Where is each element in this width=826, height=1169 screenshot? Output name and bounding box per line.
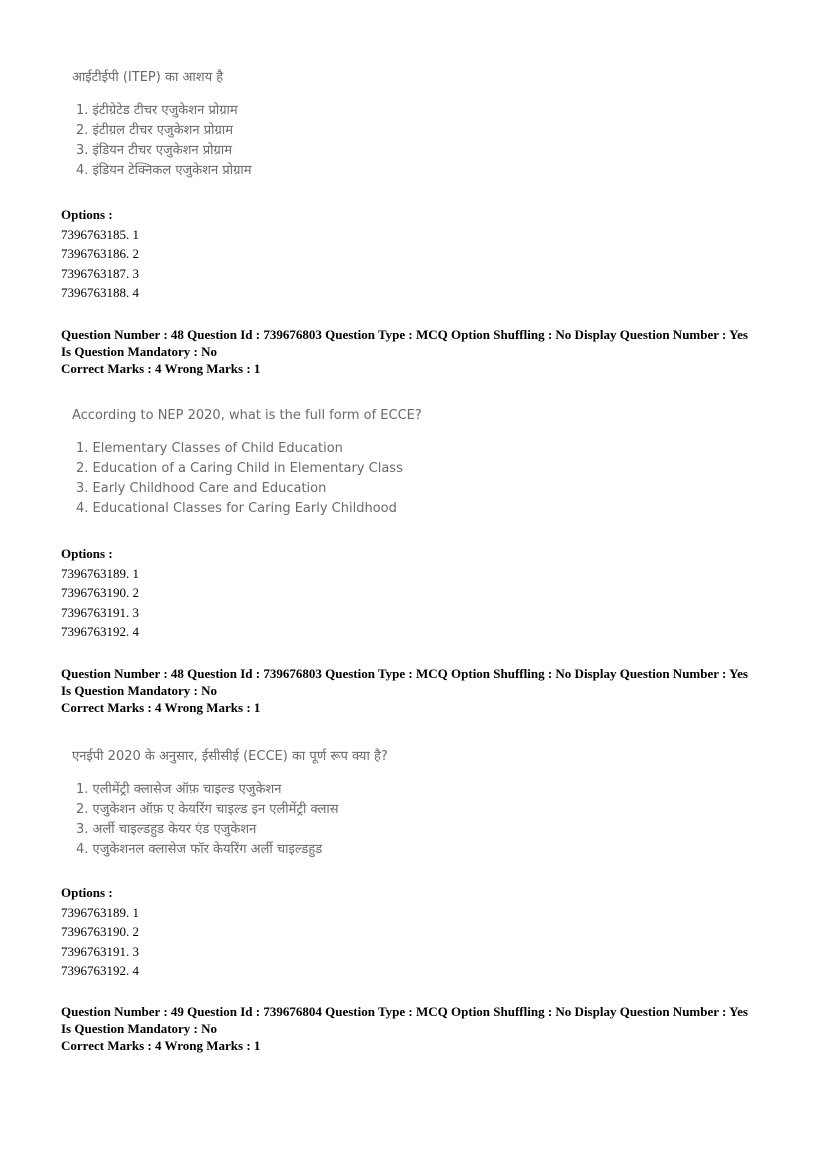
question-choice: 4. एजुकेशनल क्लासेज फॉर केयरिंग अर्ली चाइल्डहुड — [76, 842, 323, 857]
question-image-itep — [72, 67, 252, 183]
question-mandatory-line: Is Question Mandatory : No — [61, 1021, 218, 1036]
question-choice: 1. एलीमेंट्री क्लासेज ऑफ़ चाइल्ड एजुकेशन — [76, 782, 282, 797]
question-marks-line: Correct Marks : 4 Wrong Marks : 1 — [61, 700, 261, 715]
question-meta-line: Question Number : 48 Question Id : 739676803 Question Type : MCQ Option Shuffling : No Display Question Number : Yes — [61, 666, 748, 681]
question-choice: 4. इंडियन टेक्निकल एजुकेशन प्रोग्राम — [76, 163, 252, 178]
question-choice: 3. Early Childhood Care and Education — [76, 481, 327, 496]
option-item: 7396763186. 2 — [61, 246, 139, 261]
options-list — [61, 883, 139, 981]
question-choice: 1. Elementary Classes of Child Education — [76, 441, 343, 456]
question-meta — [61, 1003, 781, 1054]
question-choice: 3. इंडियन टीचर एजुकेशन प्रोग्राम — [76, 143, 232, 158]
question-mandatory-line: Is Question Mandatory : No — [61, 344, 218, 359]
options-list — [61, 544, 139, 642]
options-list — [61, 205, 139, 303]
question-meta-line: Question Number : 49 Question Id : 739676804 Question Type : MCQ Option Shuffling : No Display Question Number : Yes — [61, 1004, 748, 1019]
option-item: 7396763191. 3 — [61, 604, 139, 620]
option-item: 7396763192. 4 — [61, 624, 139, 639]
option-item: 7396763190. 2 — [61, 924, 139, 939]
options-heading: Options : — [61, 885, 113, 900]
question-choice: 3. अर्ली चाइल्डहुड केयर एंड एजुकेशन — [76, 822, 257, 837]
question-marks-line: Correct Marks : 4 Wrong Marks : 1 — [61, 1038, 261, 1053]
option-item: 7396763191. 3 — [61, 943, 139, 959]
option-item: 7396763189. 1 — [61, 565, 139, 581]
question-image-ecce-hindi — [72, 746, 388, 862]
question-meta — [61, 665, 781, 716]
question-choice: 2. एजुकेशन ऑफ़ ए केयरिंग चाइल्ड इन एलीमेंट्री क्लास — [76, 802, 339, 817]
option-item: 7396763192. 4 — [61, 963, 139, 978]
question-image-ecce-english — [72, 408, 422, 521]
question-choice: 4. Educational Classes for Caring Early Childhood — [76, 501, 397, 516]
options-heading: Options : — [61, 546, 113, 561]
question-choice: 2. इंटीग्रल टीचर एजुकेशन प्रोग्राम — [76, 123, 233, 138]
options-heading: Options : — [61, 207, 113, 222]
option-item: 7396763185. 1 — [61, 226, 139, 242]
question-marks-line: Correct Marks : 4 Wrong Marks : 1 — [61, 361, 261, 376]
question-stem: According to NEP 2020, what is the full form of ECCE? — [72, 408, 422, 423]
question-meta-line: Question Number : 48 Question Id : 739676803 Question Type : MCQ Option Shuffling : No Display Question Number : Yes — [61, 327, 748, 342]
question-choice: 1. इंटीग्रेटेड टीचर एजुकेशन प्रोग्राम — [76, 103, 238, 118]
question-meta — [61, 326, 781, 377]
question-choice: 2. Education of a Caring Child in Elementary Class — [76, 461, 403, 476]
question-mandatory-line: Is Question Mandatory : No — [61, 683, 218, 698]
option-item: 7396763187. 3 — [61, 265, 139, 281]
question-stem: एनईपी 2020 के अनुसार, ईसीसीई (ECCE) का पूर्ण रूप क्या है? — [72, 749, 388, 764]
option-item: 7396763189. 1 — [61, 904, 139, 920]
option-item: 7396763188. 4 — [61, 285, 139, 300]
question-stem: आईटीईपी (ITEP) का आशय है — [72, 70, 224, 85]
option-item: 7396763190. 2 — [61, 585, 139, 600]
